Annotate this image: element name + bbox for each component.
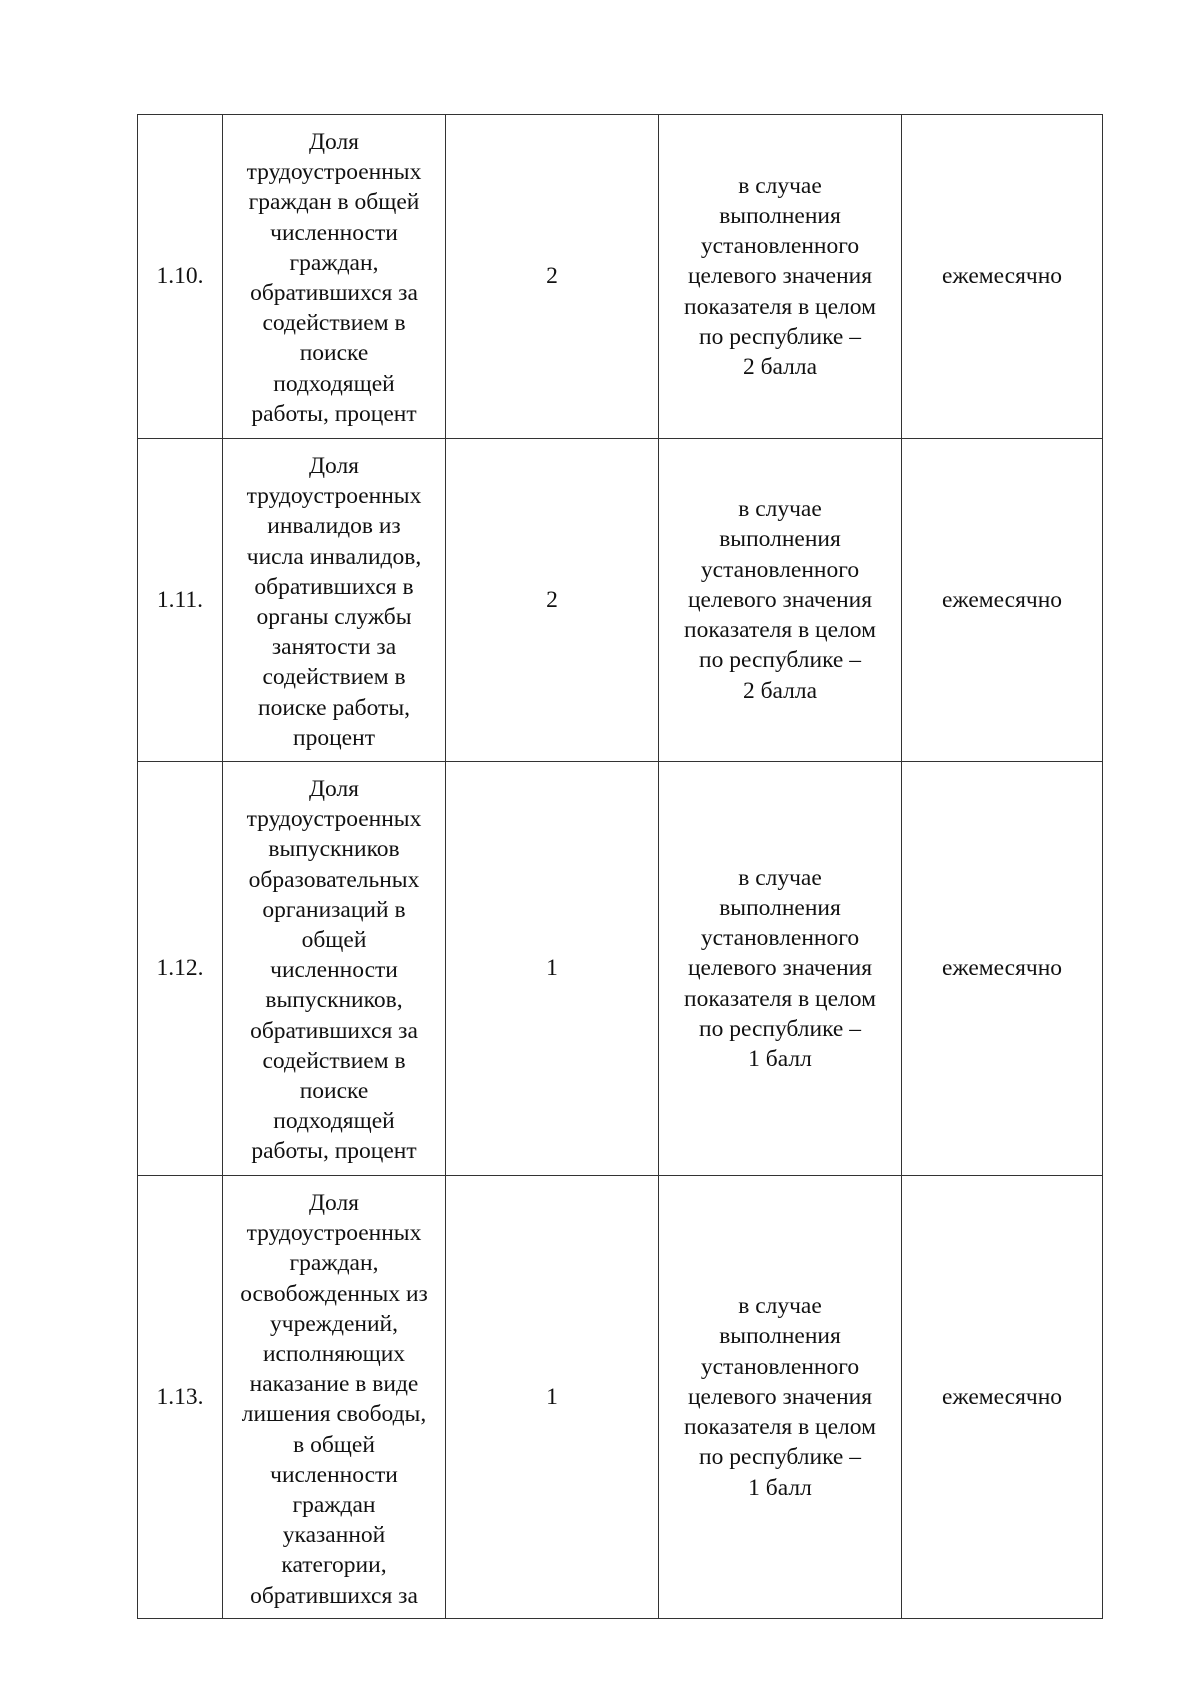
indicator-description-cell: Доля трудоустроенных граждан, освобожденных из учреждений, исполняющих наказание в виде лишения свободы, в общей численности граждан указанной категории, обратившихся за [223, 1176, 446, 1619]
row-number-cell: 1.10. [138, 115, 223, 439]
max-score-cell: 1 [446, 762, 659, 1176]
table-row [138, 1176, 1103, 1619]
scoring-condition-cell: в случае выполнения установленного целевого значения показателя в целом по республике – 1 балл [659, 1176, 902, 1619]
max-score-cell: 2 [446, 439, 659, 762]
frequency-cell: ежемесячно [902, 762, 1103, 1176]
row-number-cell: 1.13. [138, 1176, 223, 1619]
indicator-description-cell: Доля трудоустроенных выпускников образовательных организаций в общей численности выпускников, обратившихся за содействием в поиске подходящей работы, процент [223, 762, 446, 1176]
frequency-cell: ежемесячно [902, 439, 1103, 762]
max-score-cell: 2 [446, 115, 659, 439]
indicator-description-cell: Доля трудоустроенных граждан в общей численности граждан, обратившихся за содействием в поиске подходящей работы, процент [223, 115, 446, 439]
indicator-description-cell: Доля трудоустроенных инвалидов из числа инвалидов, обратившихся в органы службы занятости за содействием в поиске работы, процент [223, 439, 446, 762]
scoring-condition-cell: в случае выполнения установленного целевого значения показателя в целом по республике – 1 балл [659, 762, 902, 1176]
scoring-condition-cell: в случае выполнения установленного целевого значения показателя в целом по республике – 2 балла [659, 115, 902, 439]
frequency-cell: ежемесячно [902, 115, 1103, 439]
row-number-cell: 1.12. [138, 762, 223, 1176]
scoring-condition-cell: в случае выполнения установленного целевого значения показателя в целом по республике – 2 балла [659, 439, 902, 762]
frequency-cell: ежемесячно [902, 1176, 1103, 1619]
max-score-cell: 1 [446, 1176, 659, 1619]
table-row [138, 115, 1103, 439]
indicator-table [137, 114, 1103, 1619]
table-row [138, 762, 1103, 1176]
row-number-cell: 1.11. [138, 439, 223, 762]
table-row [138, 439, 1103, 762]
